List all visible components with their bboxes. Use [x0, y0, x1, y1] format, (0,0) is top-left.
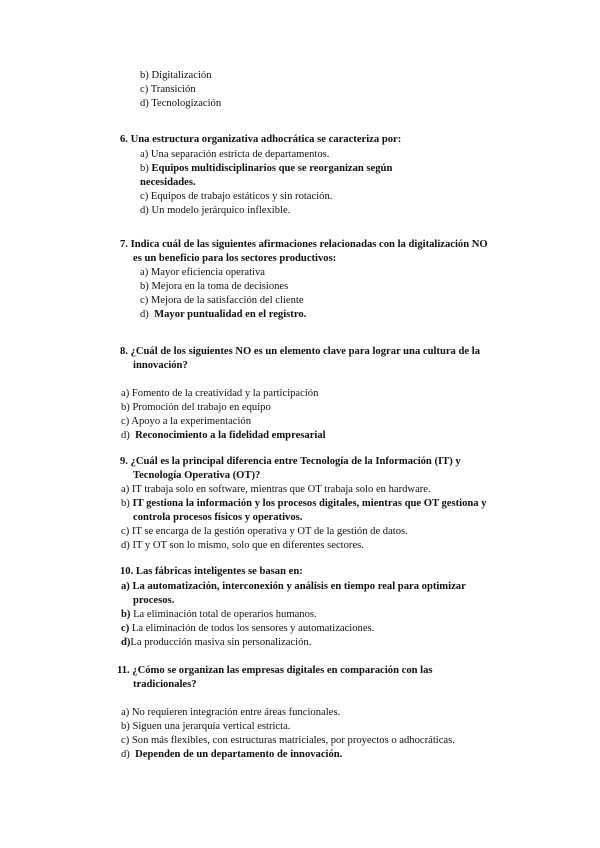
q8-title-cont: innovación? — [133, 360, 188, 371]
q8-option-d: d) Reconocimiento a la fidelidad empresarial — [121, 430, 326, 441]
q7-title-cont: es un beneficio para los sectores productivos: — [133, 253, 337, 264]
q5-option-b: b) Digitalización — [140, 70, 212, 81]
q9-title-cont: Tecnología Operativa (OT)? — [133, 470, 261, 481]
q7-option-a: a) Mayor eficiencia operativa — [140, 267, 265, 278]
q11-option-d: d) Dependen de un departamento de innovación. — [121, 749, 343, 760]
q7-option-c: c) Mejora de la satisfacción del cliente — [140, 295, 304, 306]
q5-option-c: c) Transición — [140, 84, 196, 95]
q9-title: 9. ¿Cuál es la principal diferencia entre Tecnología de la Información (IT) y — [120, 456, 461, 467]
q9-option-d: d) IT y OT son lo mismo, solo que en diferentes sectores. — [121, 540, 364, 551]
q9-option-b: b) IT gestiona la información y los procesos digitales, mientras que OT gestiona y — [121, 498, 487, 509]
q10-option-c: c) La eliminación de todos los sensores y automatizaciones. — [121, 623, 375, 634]
q11-title-cont: tradicionales? — [133, 679, 197, 690]
q6-option-b: b) Equipos multidisciplinarios que se reorganizan según — [140, 163, 393, 174]
q11-option-b: b) Siguen una jerarquía vertical estricta. — [121, 721, 291, 732]
q11-option-a: a) No requieren integración entre áreas funcionales. — [121, 707, 341, 718]
q7-option-d: d) Mayor puntualidad en el registro. — [140, 309, 307, 320]
q8-option-a: a) Fomento de la creatividad y la participación — [121, 388, 319, 399]
q9-option-b-cont: controla procesos físicos y operativos. — [133, 512, 303, 523]
q6-option-c: c) Equipos de trabajo estáticos y sin rotación. — [140, 191, 333, 202]
q10-option-b: b) La eliminación total de operarios humanos. — [121, 609, 317, 620]
q6-title: 6. Una estructura organizativa adhocrática se caracteriza por: — [120, 134, 402, 145]
q8-option-b: b) Promoción del trabajo en equipo — [121, 402, 271, 413]
q11-option-c: c) Son más flexibles, con estructuras matriciales, por proyectos o adhocráticas. — [121, 735, 455, 746]
q10-title: 10. Las fábricas inteligentes se basan en: — [120, 566, 303, 577]
q6-option-a: a) Una separación estricta de departamentos. — [140, 149, 330, 160]
q10-option-a: a) La automatización, interconexión y análisis en tiempo real para optimizar — [121, 581, 466, 592]
q9-option-c: c) IT se encarga de la gestión operativa y OT de la gestión de datos. — [121, 526, 408, 537]
q7-title: 7. Indica cuál de las siguientes afirmaciones relacionadas con la digitalización NO — [120, 239, 488, 250]
q5-option-d: d) Tecnologización — [140, 98, 222, 109]
q8-option-c: c) Apoyo a la experimentación — [121, 416, 252, 427]
q7-option-b: b) Mejora en la toma de decisiones — [140, 281, 289, 292]
q6-option-b-cont: necesidades. — [140, 177, 196, 188]
q10-option-d: d)La producción masiva sin personalización. — [121, 637, 312, 648]
q11-title: 11. ¿Cómo se organizan las empresas digitales en comparación con las — [117, 665, 433, 676]
q10-option-a-cont: procesos. — [133, 595, 175, 606]
q9-option-a: a) IT trabaja solo en software, mientras que OT trabaja solo en hardware. — [121, 484, 431, 495]
q6-option-d: d) Un modelo jerárquico inflexible. — [140, 205, 291, 216]
q8-title: 8. ¿Cuál de los siguientes NO es un elemento clave para lograr una cultura de la — [120, 346, 480, 357]
